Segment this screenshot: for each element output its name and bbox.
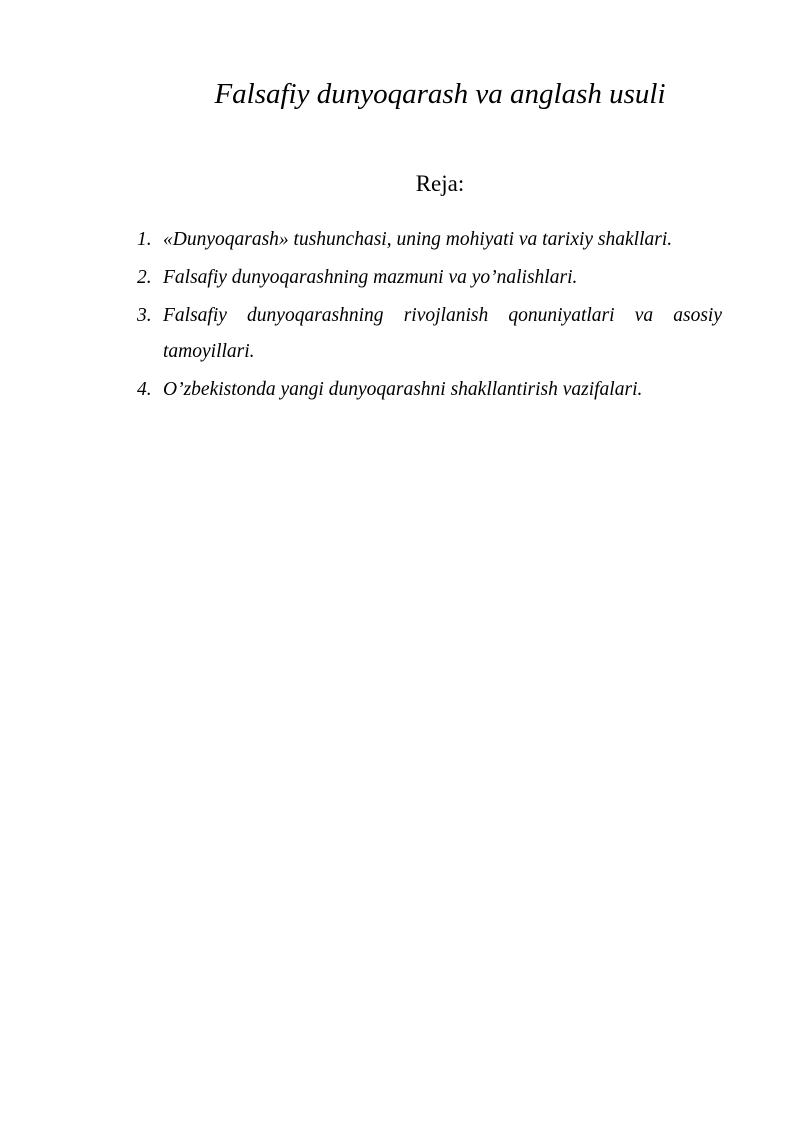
plan-item-number: 3. [137, 305, 152, 326]
plan-item-1 [137, 222, 722, 258]
plan-item-text: Falsafiy dunyoqarashning rivojlanish qonuniyatlari va asosiy tamoyillari. [163, 305, 722, 362]
plan-item-text: «Dunyoqarash» tushunchasi, uning mohiyati va tarixiy shakllari. [163, 229, 673, 250]
plan-heading: Reja: [415, 171, 465, 196]
plan-item-text: O’zbekistonda yangi dunyoqarashni shakllantirish vazifalari. [163, 379, 643, 400]
plan-item-3 [137, 298, 722, 370]
plan-item-number: 1. [137, 229, 152, 250]
plan-item-number: 2. [137, 267, 152, 288]
plan-item-2 [137, 260, 722, 296]
plan-item-text: Falsafiy dunyoqarashning mazmuni va yo’nalishlari. [163, 267, 578, 288]
document-title: Falsafiy dunyoqarash va anglash usuli [214, 78, 666, 110]
plan-list [137, 222, 722, 410]
plan-item-4 [137, 372, 722, 408]
plan-item-number: 4. [137, 379, 152, 400]
